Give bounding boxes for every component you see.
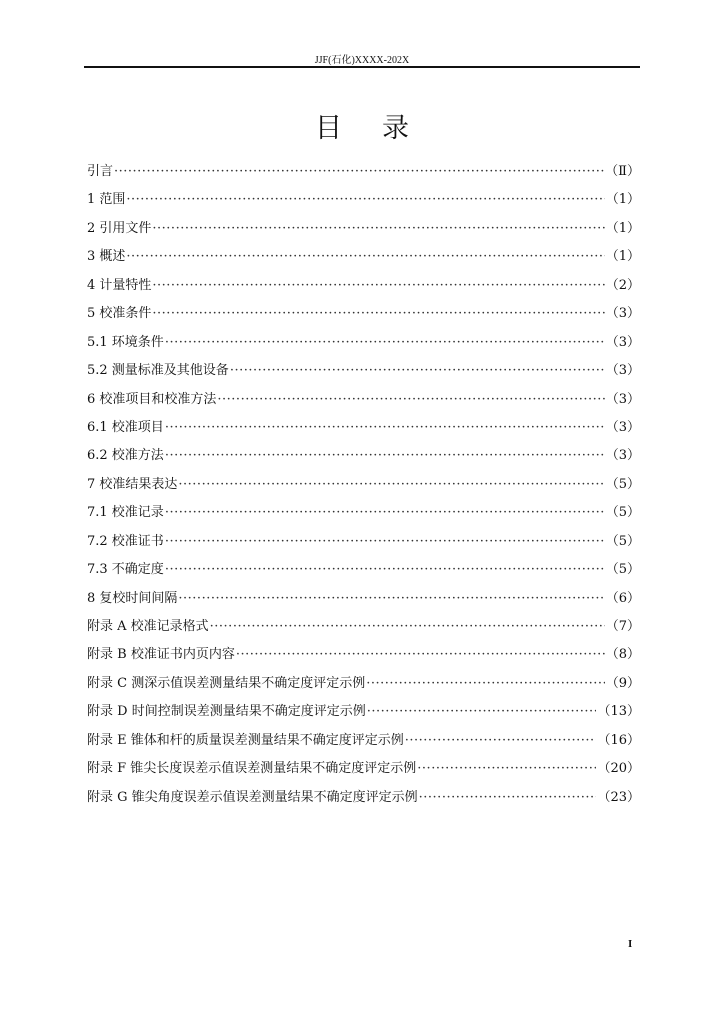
toc-entry-page: （13） (597, 704, 640, 720)
toc-dot-leader (152, 300, 604, 328)
toc-entry[interactable] (87, 755, 640, 783)
toc-entry[interactable] (87, 272, 640, 300)
toc-entry-label: 7.3 不确定度 (87, 562, 164, 578)
toc-dot-leader (367, 698, 597, 726)
toc-dot-leader (236, 641, 605, 669)
toc-entry-label: 1 范围 (87, 192, 126, 208)
toc-entry[interactable] (87, 613, 640, 641)
toc-entry[interactable] (87, 556, 640, 584)
header-rule (84, 66, 640, 68)
toc-entry[interactable] (87, 499, 640, 527)
toc-entry-label: 5.1 环境条件 (87, 334, 164, 350)
toc-entry[interactable] (87, 442, 640, 470)
toc-entry[interactable] (87, 641, 640, 669)
toc-entry-label: 7 校准结果表达 (87, 476, 178, 492)
toc-entry-page: （3） (605, 334, 640, 350)
toc-entry-label: 5 校准条件 (87, 306, 152, 322)
toc-entry-label: 8 复校时间间隔 (87, 590, 178, 606)
toc-dot-leader (366, 670, 605, 698)
table-of-contents (87, 158, 640, 812)
toc-entry[interactable] (87, 784, 640, 812)
toc-dot-leader (126, 186, 604, 214)
toc-entry-page: （3） (605, 363, 640, 379)
toc-dot-leader (178, 471, 604, 499)
toc-dot-leader (217, 386, 604, 414)
page-number: I (628, 938, 633, 950)
toc-dot-leader (230, 357, 605, 385)
toc-entry-label: 附录 E 锥体和杆的质量误差测量结果不确定度评定示例 (87, 732, 404, 748)
toc-entry-label: 附录 B 校准证书内页内容 (87, 647, 235, 663)
toc-entry-label: 4 计量特性 (87, 277, 152, 293)
toc-dot-leader (126, 243, 604, 271)
toc-entry-page: （5） (605, 505, 640, 521)
running-header: JJF(石化)XXXX-202X (314, 55, 410, 66)
toc-entry-label: 附录 G 锥尖角度误差示值误差测量结果不确定度评定示例 (87, 789, 418, 805)
toc-entry-page: （20） (597, 761, 640, 777)
toc-dot-leader (165, 499, 605, 527)
toc-dot-leader (165, 442, 605, 470)
toc-entry-page: （8） (605, 647, 640, 663)
toc-entry-page: （5） (605, 476, 640, 492)
toc-entry-page: （1） (605, 220, 640, 236)
toc-entry[interactable] (87, 186, 640, 214)
toc-dot-leader (417, 755, 596, 783)
toc-dot-leader (114, 158, 604, 186)
toc-entry[interactable] (87, 414, 640, 442)
toc-entry-page: （1） (605, 249, 640, 265)
toc-entry-page: （3） (605, 419, 640, 435)
toc-entry-page: （3） (605, 448, 640, 464)
toc-entry-page: （23） (597, 789, 640, 805)
toc-dot-leader (165, 556, 605, 584)
toc-dot-leader (152, 215, 604, 243)
toc-entry-page: （7） (605, 619, 640, 634)
toc-entry[interactable] (87, 329, 640, 357)
toc-entry-page: （5） (605, 533, 640, 549)
toc-entry[interactable] (87, 698, 640, 726)
page-title: 目录 (315, 113, 449, 144)
toc-entry[interactable] (87, 158, 640, 186)
toc-entry-page: （1） (605, 192, 640, 208)
toc-entry-page: （Ⅱ） (605, 164, 640, 179)
toc-entry-label: 引言 (87, 164, 114, 179)
toc-entry-label: 7.1 校准记录 (87, 505, 164, 521)
toc-dot-leader (165, 329, 605, 357)
toc-entry[interactable] (87, 386, 640, 414)
toc-entry-label: 3 概述 (87, 249, 126, 265)
toc-dot-leader (419, 784, 597, 812)
toc-entry-label: 2 引用文件 (87, 220, 152, 236)
toc-entry-label: 6.1 校准项目 (87, 419, 164, 435)
toc-entry-label: 附录 C 测深示值误差测量结果不确定度评定示例 (87, 675, 366, 691)
toc-entry-page: （16） (597, 732, 640, 748)
toc-entry-label: 附录 D 时间控制误差测量结果不确定度评定示例 (87, 704, 366, 720)
toc-entry-label: 7.2 校准证书 (87, 533, 164, 549)
toc-entry-page: （5） (605, 562, 640, 578)
toc-entry-page: （3） (605, 306, 640, 322)
toc-entry-label: 5.2 测量标准及其他设备 (87, 363, 229, 379)
toc-entry[interactable] (87, 727, 640, 755)
toc-dot-leader (405, 727, 597, 755)
toc-dot-leader (152, 272, 604, 300)
toc-entry[interactable] (87, 243, 640, 271)
toc-entry-page: （6） (605, 590, 640, 606)
toc-entry[interactable] (87, 471, 640, 499)
toc-entry[interactable] (87, 357, 640, 385)
toc-entry-page: （9） (605, 675, 640, 691)
toc-dot-leader (178, 585, 604, 613)
toc-entry-label: 6 校准项目和校准方法 (87, 391, 217, 407)
toc-dot-leader (210, 613, 605, 641)
toc-entry-label: 6.2 校准方法 (87, 448, 164, 464)
toc-entry[interactable] (87, 215, 640, 243)
toc-entry[interactable] (87, 585, 640, 613)
toc-entry-page: （2） (605, 277, 640, 293)
toc-entry-label: 附录 F 锥尖长度误差示值误差测量结果不确定度评定示例 (87, 761, 417, 777)
toc-entry[interactable] (87, 300, 640, 328)
toc-dot-leader (165, 414, 605, 442)
toc-entry[interactable] (87, 528, 640, 556)
toc-entry[interactable] (87, 670, 640, 698)
toc-dot-leader (165, 528, 605, 556)
toc-entry-label: 附录 A 校准记录格式 (87, 619, 209, 634)
toc-entry-page: （3） (605, 391, 640, 407)
